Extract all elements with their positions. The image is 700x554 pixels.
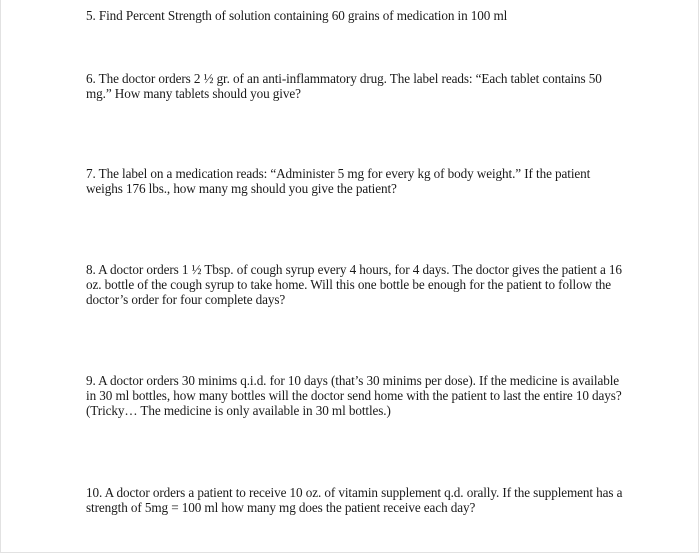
question-9: 9. A doctor orders 30 minims q.i.d. for 10 days (that’s 30 minims per dose). If the medicine is available in 30 ml bottles, how many bottles will the doctor send home with the patient to last the entire 10 days? (Tricky… The medicine is only available in 30 ml bottles.) bbox=[86, 373, 622, 418]
question-7: 7. The label on a medication reads: “Administer 5 mg for every kg of body weight.” If the patient weighs 176 lbs., how many mg should you give the patient? bbox=[86, 166, 591, 196]
question-6: 6. The doctor orders 2 ½ gr. of an anti-inflammatory drug. The label reads: “Each tablet contains 50 mg.” How many tablets should you give? bbox=[86, 71, 602, 101]
question-10: 10. A doctor orders a patient to receive 10 oz. of vitamin supplement q.d. orally. If the supplement has a strength of 5mg = 100 ml how many mg does the patient receive each day? bbox=[86, 485, 623, 515]
question-8: 8. A doctor orders 1 ½ Tbsp. of cough syrup every 4 hours, for 4 days. The doctor gives the patient a 16 oz. bottle of the cough syrup to take home. Will this one bottle be enough for the patient to follow the doctor’s order for four complete days? bbox=[86, 262, 622, 307]
question-5: 5. Find Percent Strength of solution containing 60 grains of medication in 100 ml bbox=[86, 8, 508, 23]
